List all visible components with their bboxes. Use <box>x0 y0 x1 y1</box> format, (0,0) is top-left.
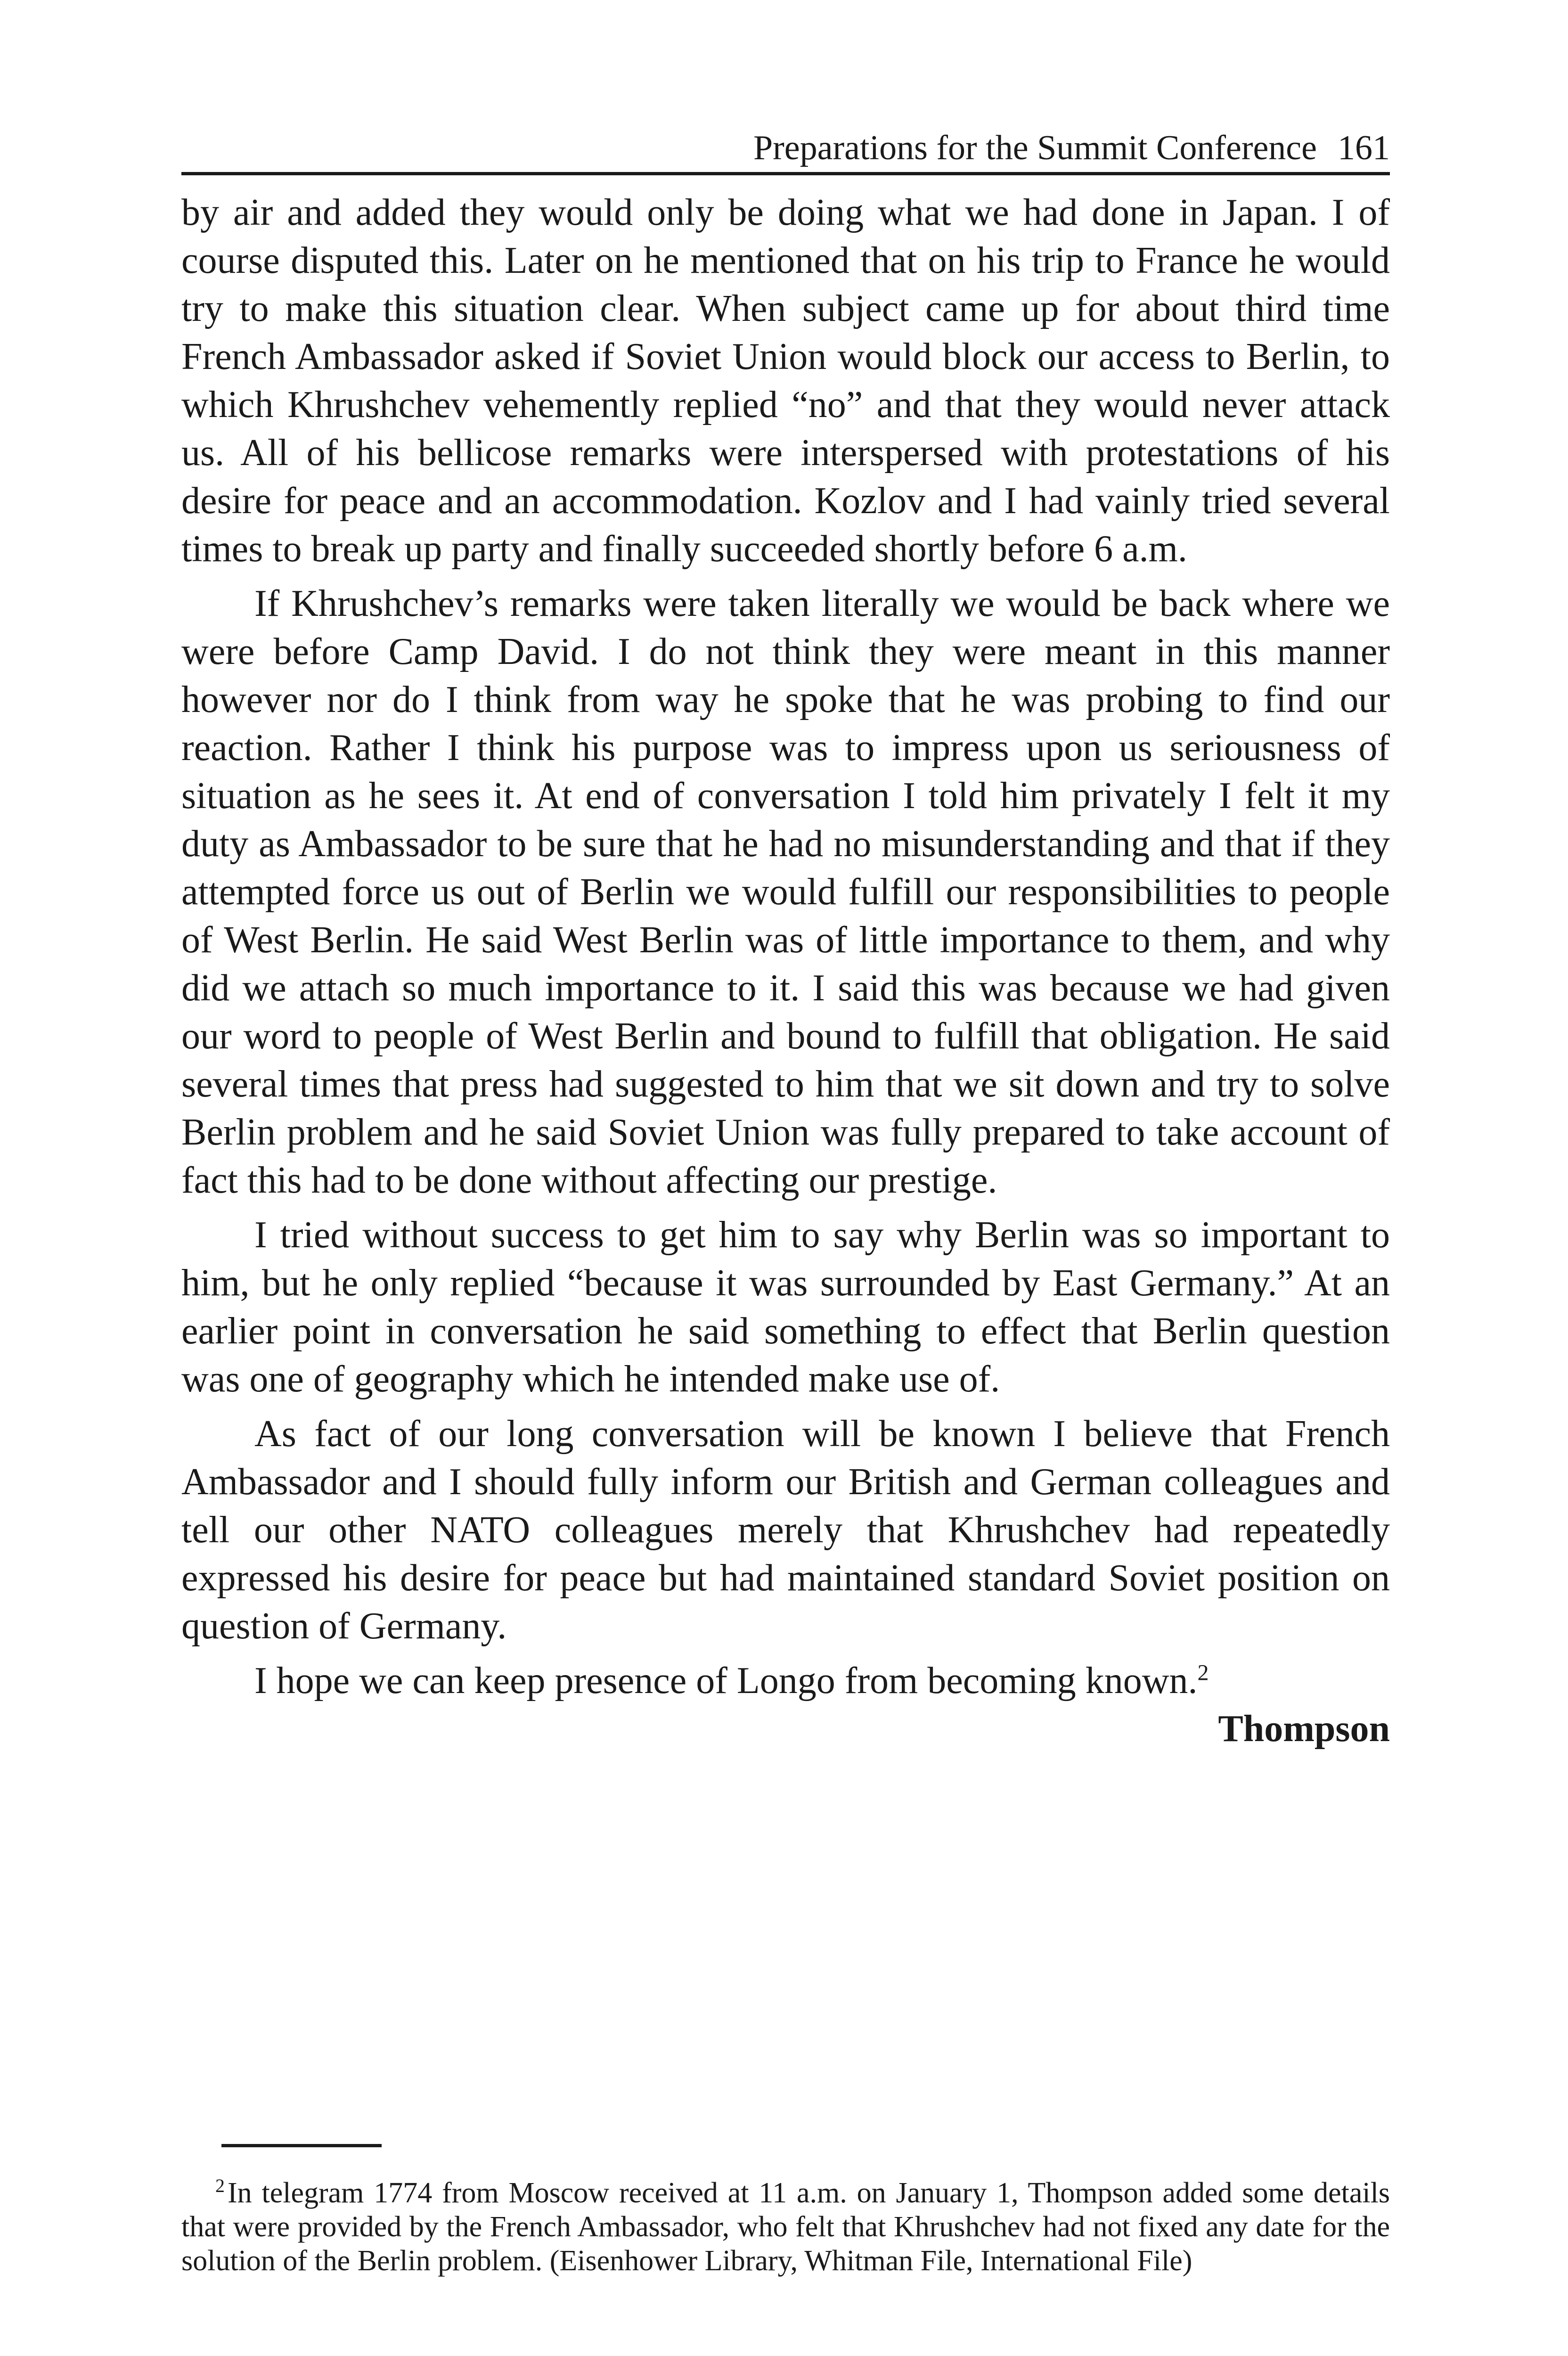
footnote-text: In telegram 1774 from Moscow received at 11 a.m. on January 1, Thompson added some details that were provided by the French Ambassador, who felt that Khrushchev had not fixed any date for the solution of the Berlin problem. (Eisenhower Library, Whitman File, International File) <box>181 2177 1390 2277</box>
footnote-reference[interactable]: 2 <box>1197 1660 1209 1685</box>
paragraph-5 <box>181 1657 1390 1705</box>
running-head <box>181 127 1390 175</box>
paragraph-1: by air and added they would only be doing what we had done in Japan. I of course disputed this. Later on he mentioned that on his trip to France he would try to make this situation clear. When subject came up for about third time French Ambassador asked if Soviet Union would block our access to Berlin, to which Khrushchev vehemently replied “no” and that they would never attack us. All of his bellicose remarks were interspersed with protestations of his desire for peace and an accommodation. Kozlov and I had vainly tried several times to break up party and finally succeeded shortly before 6 a.m. <box>181 191 1390 570</box>
body-text <box>181 188 1390 1753</box>
signature: Thompson <box>1218 1708 1390 1750</box>
paragraph-4: As fact of our long conversation will be known I believe that French Ambassador and I should fully inform our British and German colleagues and tell our other NATO colleagues merely that Khrushchev had repeatedly expressed his desire for peace but had maintained standard Soviet position on question of Germany. <box>181 1413 1390 1647</box>
footnote-divider <box>221 2144 382 2147</box>
paragraph-2: If Khrushchev’s remarks were taken literally we would be back where we were before Camp David. I do not think they were meant in this manner however nor do I think from way he spoke that he was probing to find our reaction. Rather I think his purpose was to impress upon us seriousness of situation as he sees it. At end of conversation I told him privately I felt it my duty as Ambassador to be sure that he had no misunderstanding and that if they attempted force us out of Berlin we would fulfill our responsibilities to people of West Berlin. He said West Berlin was of little importance to them, and why did we attach so much importance to it. I said this was because we had given our word to people of West Berlin and bound to fulfill that obligation. He said several times that press had suggested to him that we sit down and try to solve Berlin problem and he said Soviet Union was fully prepared to take account of fact this had to be done without affecting our prestige. <box>181 582 1390 1201</box>
paragraph-3: I tried without success to get him to say why Berlin was so important to him, but he only replied “because it was surrounded by East Germany.” At an earlier point in conversation he said something to effect that Berlin question was one of geography which he intended make use of. <box>181 1214 1390 1400</box>
paragraph-5-text: I hope we can keep presence of Longo from becoming known. <box>254 1660 1198 1702</box>
footnote-number: 2 <box>215 2175 225 2197</box>
footnote <box>181 2176 1390 2278</box>
page-number: 161 <box>1338 129 1390 167</box>
running-head-title: Preparations for the Summit Conference <box>753 129 1317 167</box>
page <box>181 127 1390 1753</box>
